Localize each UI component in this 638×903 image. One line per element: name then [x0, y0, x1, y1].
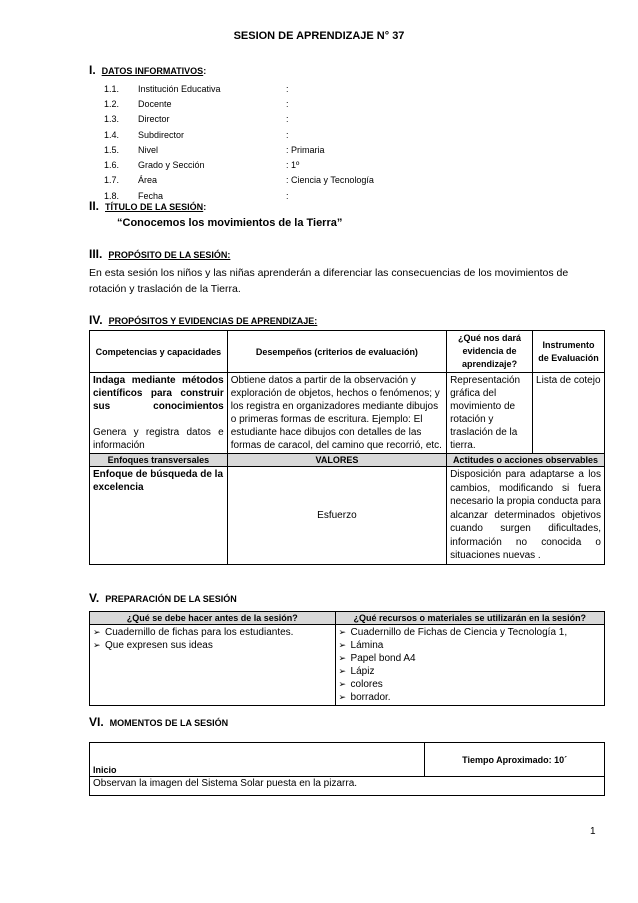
header-before-session: ¿Qué se debe hacer antes de la sesión? — [90, 612, 336, 625]
section-suffix: : — [203, 66, 207, 76]
info-row — [104, 112, 374, 127]
info-number: 1.8. — [104, 190, 120, 201]
info-number: 1.1. — [104, 83, 120, 94]
list-item: ➢ Que expresen sus ideas — [93, 639, 332, 652]
info-row — [104, 173, 374, 188]
info-value: : — [286, 190, 289, 201]
info-key: Área — [138, 175, 158, 186]
desempeno-cell: Obtiene datos a partir de la observación y exploración de objetos, hechos o fenómenos; y los registra en organizadores mediante dibujos o primeras formas de escritura. Ejemplo: El estudiante hace dibujos con detalles de las formas de caracol, del camino que recorrió, etc. — [227, 373, 446, 454]
evidence-table — [89, 330, 605, 565]
info-value: : Ciencia y Tecnología — [286, 175, 374, 186]
header-enfoques: Enfoques transversales — [90, 454, 228, 467]
capacidad-text: Genera y registra datos e información — [93, 427, 224, 451]
section-label: MOMENTOS DE LA SESIÓN — [109, 718, 229, 728]
info-value: : 1º — [286, 160, 300, 171]
competencia-cell — [90, 373, 228, 454]
moments-table — [89, 742, 605, 796]
valor-cell: Esfuerzo — [227, 467, 446, 565]
section-label: PROPÓSITOS Y EVIDENCIAS DE APRENDIZAJE: — [108, 316, 318, 326]
info-row — [104, 127, 374, 142]
info-number: 1.3. — [104, 114, 120, 125]
moment-row-text: Observan la imagen del Sistema Solar puesta en la pizarra. — [90, 777, 605, 796]
info-key: Director — [138, 114, 170, 125]
info-number: 1.7. — [104, 175, 120, 186]
section-label: TÍTULO DE LA SESIÓN — [105, 202, 204, 212]
header-valores: VALORES — [227, 454, 446, 467]
preparation-table — [89, 611, 605, 706]
section-number: III. — [89, 247, 103, 261]
info-number: 1.6. — [104, 160, 120, 171]
section-6-heading — [89, 715, 228, 729]
info-value: : — [286, 83, 289, 94]
document-title: SESION DE APRENDIZAJE N° 37 — [233, 30, 405, 42]
info-number: 1.4. — [104, 129, 120, 140]
evidencia-cell: Representación gráfica del movimiento de rotación y traslación de la tierra. — [447, 373, 533, 454]
list-item: ➢ Lámina — [339, 639, 601, 652]
section-number: I. — [89, 63, 96, 77]
info-value: : — [286, 114, 289, 125]
info-value: : — [286, 129, 289, 140]
info-value: : — [286, 98, 289, 109]
section-number: IV. — [89, 313, 103, 327]
section-label: DATOS INFORMATIVOS — [101, 66, 204, 76]
header-competencias: Competencias y capacidades — [90, 331, 228, 373]
enfoque-cell: Enfoque de búsqueda de la excelencia — [90, 467, 228, 565]
instrumento-cell: Lista de cotejo — [533, 373, 605, 454]
tiempo-cell: Tiempo Aproximado: 10´ — [425, 743, 605, 777]
info-value: : Primaria — [286, 144, 325, 155]
actitud-cell: Disposición para adaptarse a los cambios, modificando si fuera necesario la propia conducta para alcanzar determinados objetivos cuando surgen dificultades, información no conocida o situaciones nuevas . — [447, 467, 605, 565]
info-key: Grado y Sección — [138, 160, 205, 171]
section-label: PREPARACIÓN DE LA SESIÓN — [105, 594, 237, 604]
list-item: ➢ Cuadernillo de Fichas de Ciencia y Tecnología 1, — [339, 626, 601, 639]
before-session-cell — [90, 625, 336, 706]
info-list — [104, 81, 374, 203]
purpose-text: En esta sesión los niños y las niñas aprenderán a diferenciar las consecuencias de los movimientos de rotación y traslación de la Tierra. — [89, 267, 569, 295]
competencia-title: Indaga mediante métodos científicos para construir sus conocimientos — [93, 375, 224, 412]
section-number: V. — [89, 591, 100, 605]
section-3-heading — [89, 247, 230, 261]
section-suffix: : — [203, 202, 207, 212]
section-2-heading — [89, 199, 206, 213]
info-key: Fecha — [138, 190, 164, 201]
section-4-heading — [89, 313, 317, 327]
list-item: ➢ borrador. — [339, 691, 601, 704]
header-resources: ¿Qué recursos o materiales se utilizarán en la sesión? — [335, 612, 604, 625]
section-1-heading — [89, 63, 206, 77]
header-evidencia: ¿Qué nos dará evidencia de aprendizaje? — [447, 331, 533, 373]
info-number: 1.2. — [104, 98, 120, 109]
list-item: ➢ colores — [339, 678, 601, 691]
list-item: ➢ Lápiz — [339, 665, 601, 678]
header-desempenos: Desempeños (criterios de evaluación) — [227, 331, 446, 373]
header-instrumento: Instrumento de Evaluación — [533, 331, 605, 373]
resources-cell — [335, 625, 604, 706]
session-title: “Conocemos los movimientos de la Tierra” — [117, 217, 343, 229]
inicio-cell: Inicio — [90, 743, 425, 777]
info-row — [104, 157, 374, 172]
section-label: PROPÓSITO DE LA SESIÓN: — [108, 250, 231, 260]
list-item: ➢ Papel bond A4 — [339, 652, 601, 665]
info-row — [104, 142, 374, 157]
section-number: VI. — [89, 715, 104, 729]
info-key: Institución Educativa — [138, 83, 221, 94]
info-key: Nivel — [138, 144, 159, 155]
info-row — [104, 96, 374, 111]
section-5-heading — [89, 591, 237, 605]
info-row — [104, 81, 374, 96]
header-actitudes: Actitudes o acciones observables — [447, 454, 605, 467]
info-key: Subdirector — [138, 129, 185, 140]
info-number: 1.5. — [104, 144, 120, 155]
section-number: II. — [89, 199, 100, 213]
list-item: ➢ Cuadernillo de fichas para los estudiantes. — [93, 626, 332, 639]
info-key: Docente — [138, 98, 172, 109]
page-number: 1 — [590, 826, 596, 837]
